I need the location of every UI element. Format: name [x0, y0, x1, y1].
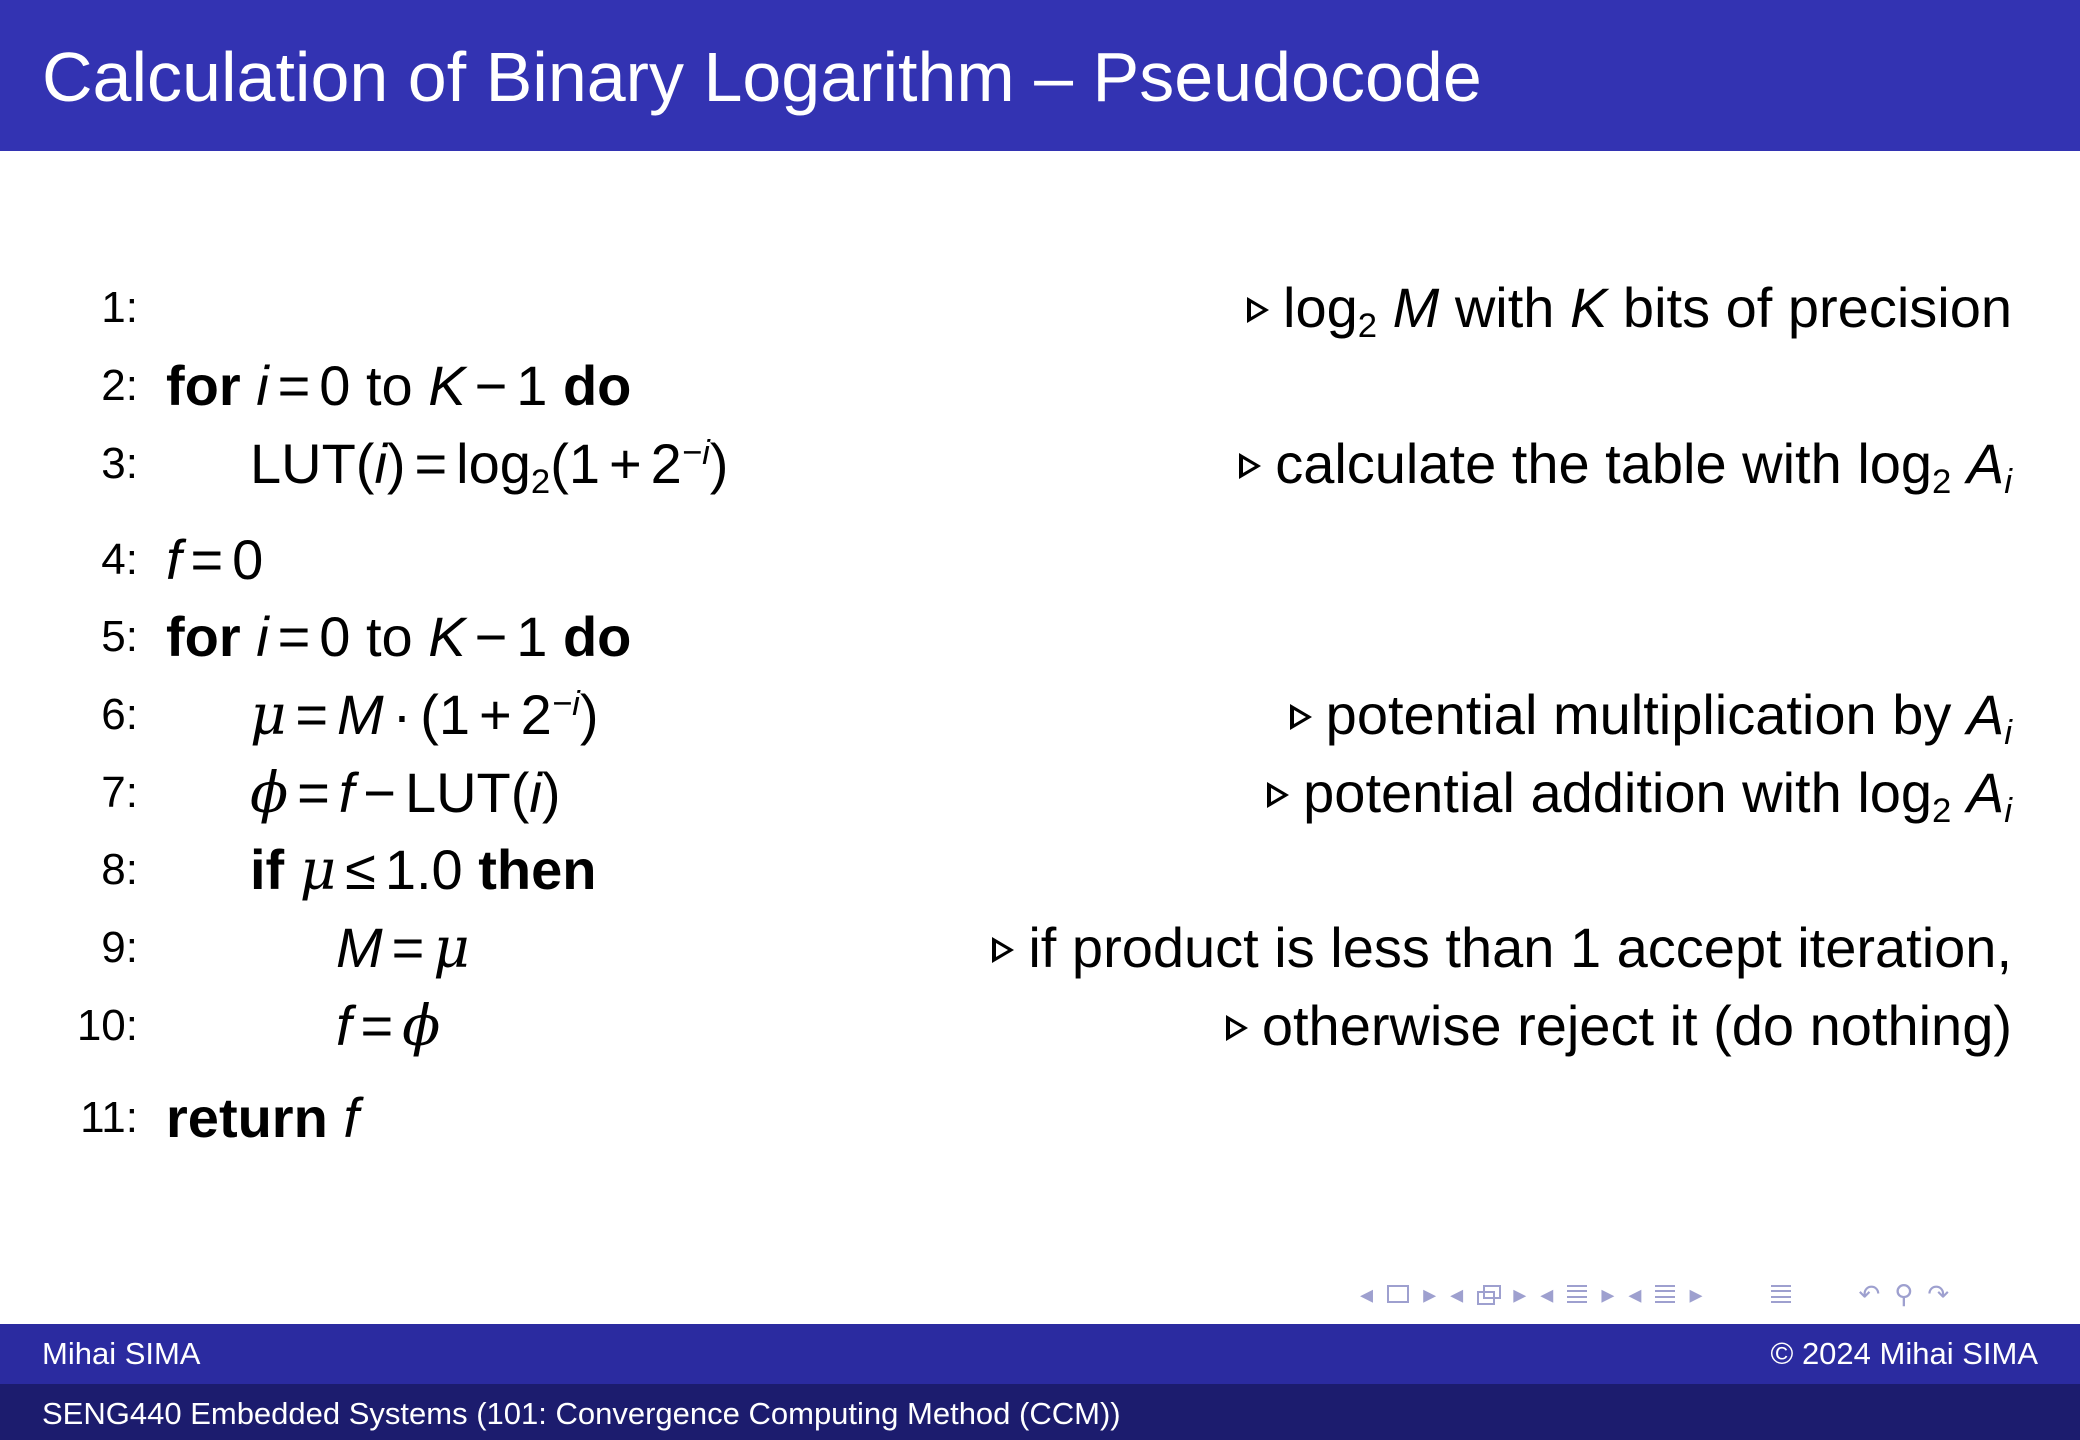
footer-author: Mihai SIMA — [42, 1336, 201, 1371]
algo-line-9 — [0, 908, 2080, 988]
prev-subsection-arrow-icon[interactable]: ◂ — [1540, 1278, 1554, 1309]
navigation-bar — [1360, 1276, 1949, 1312]
prev-frame-arrow-icon[interactable]: ◂ — [1450, 1278, 1464, 1309]
next-subsection-arrow-icon[interactable]: ▸ — [1601, 1278, 1615, 1309]
algo-line-1 — [0, 268, 2080, 348]
next-slide-arrow-icon[interactable]: ▸ — [1423, 1278, 1437, 1309]
line-number: 7: — [101, 768, 138, 817]
section-icon[interactable] — [1655, 1285, 1675, 1303]
algo-line-10 — [0, 986, 2080, 1066]
footer-course-title: SENG440 Embedded Systems (101: Convergence Computing Method (CCM)) — [42, 1396, 1121, 1431]
footer-top-bar — [0, 1324, 2080, 1384]
line-number: 8: — [101, 845, 138, 894]
slide-frame-icon[interactable] — [1387, 1285, 1409, 1303]
comment-line-7: potential addition with log 2 A i — [1267, 753, 2012, 841]
line-number: 10: — [76, 1001, 138, 1050]
undo-icon[interactable]: ↶ — [1858, 1278, 1881, 1309]
code-line-7: ϕ = f − LUT(i) — [250, 761, 561, 826]
algo-line-11 — [0, 1078, 2080, 1158]
code-line-8: if μ ≤ 1.0 then — [250, 838, 597, 903]
line-number: 1: — [101, 283, 138, 332]
algo-line-6 — [0, 675, 2080, 755]
frame-stack-icon[interactable] — [1477, 1285, 1499, 1303]
search-icon[interactable]: ⚲ — [1894, 1278, 1914, 1309]
line-number: 6: — [101, 690, 138, 739]
code-line-9: M = μ — [336, 916, 470, 981]
comment-line-1: log 2 M with K bits of precision — [1247, 268, 2012, 356]
algo-line-4 — [0, 520, 2080, 600]
line-number: 11: — [80, 1093, 138, 1142]
prev-slide-arrow-icon[interactable]: ◂ — [1360, 1278, 1374, 1309]
comment-triangle-icon — [1247, 297, 1269, 323]
line-number: 9: — [101, 923, 138, 972]
slide-title: Calculation of Binary Logarithm – Pseudocode — [42, 38, 1482, 116]
algo-line-8 — [0, 830, 2080, 910]
comment-triangle-icon — [1239, 453, 1261, 479]
next-section-arrow-icon[interactable]: ▸ — [1689, 1278, 1703, 1309]
algo-line-5 — [0, 597, 2080, 677]
algo-line-3 — [0, 424, 2080, 504]
next-frame-arrow-icon[interactable]: ▸ — [1513, 1278, 1527, 1309]
algo-line-7 — [0, 753, 2080, 833]
comment-triangle-icon — [1267, 782, 1289, 808]
comment-triangle-icon — [1226, 1015, 1248, 1041]
code-line-6: $\mu = M \cdot (1 + 2^{-i})$ — [250, 683, 599, 748]
code-line-5: for i = 0 to K − 1 do — [166, 605, 632, 668]
comment-line-6: potential multiplication by A i — [1290, 675, 2012, 763]
comment-triangle-icon — [992, 937, 1014, 963]
code-line-10: f = ϕ — [336, 994, 441, 1059]
comment-line-3: calculate the table with log 2 A i — [1239, 424, 2012, 512]
subsection-icon[interactable] — [1567, 1285, 1587, 1303]
prev-section-arrow-icon[interactable]: ◂ — [1628, 1278, 1642, 1309]
algo-line-2 — [0, 346, 2080, 426]
code-line-3: $LUT(i) = \log 2(1 + 2^{-i})$ — [250, 432, 729, 501]
comment-line-10: otherwise reject it (do nothing) — [1226, 986, 2012, 1066]
redo-icon[interactable]: ↷ — [1927, 1278, 1950, 1309]
code-line-11: return f — [166, 1086, 359, 1149]
code-line-2: for i = 0 to K − 1 do — [166, 354, 632, 417]
document-outline-icon[interactable] — [1771, 1285, 1791, 1303]
line-number: 4: — [101, 535, 138, 584]
line-number: 3: — [101, 439, 138, 488]
code-line-4: f = 0 — [166, 528, 264, 591]
line-number: 5: — [101, 612, 138, 661]
footer-copyright: © 2024 Mihai SIMA — [1770, 1336, 2038, 1371]
line-number: 2: — [101, 361, 138, 410]
comment-triangle-icon — [1290, 704, 1312, 730]
comment-line-9: if product is less than 1 accept iteration, — [992, 908, 2012, 988]
